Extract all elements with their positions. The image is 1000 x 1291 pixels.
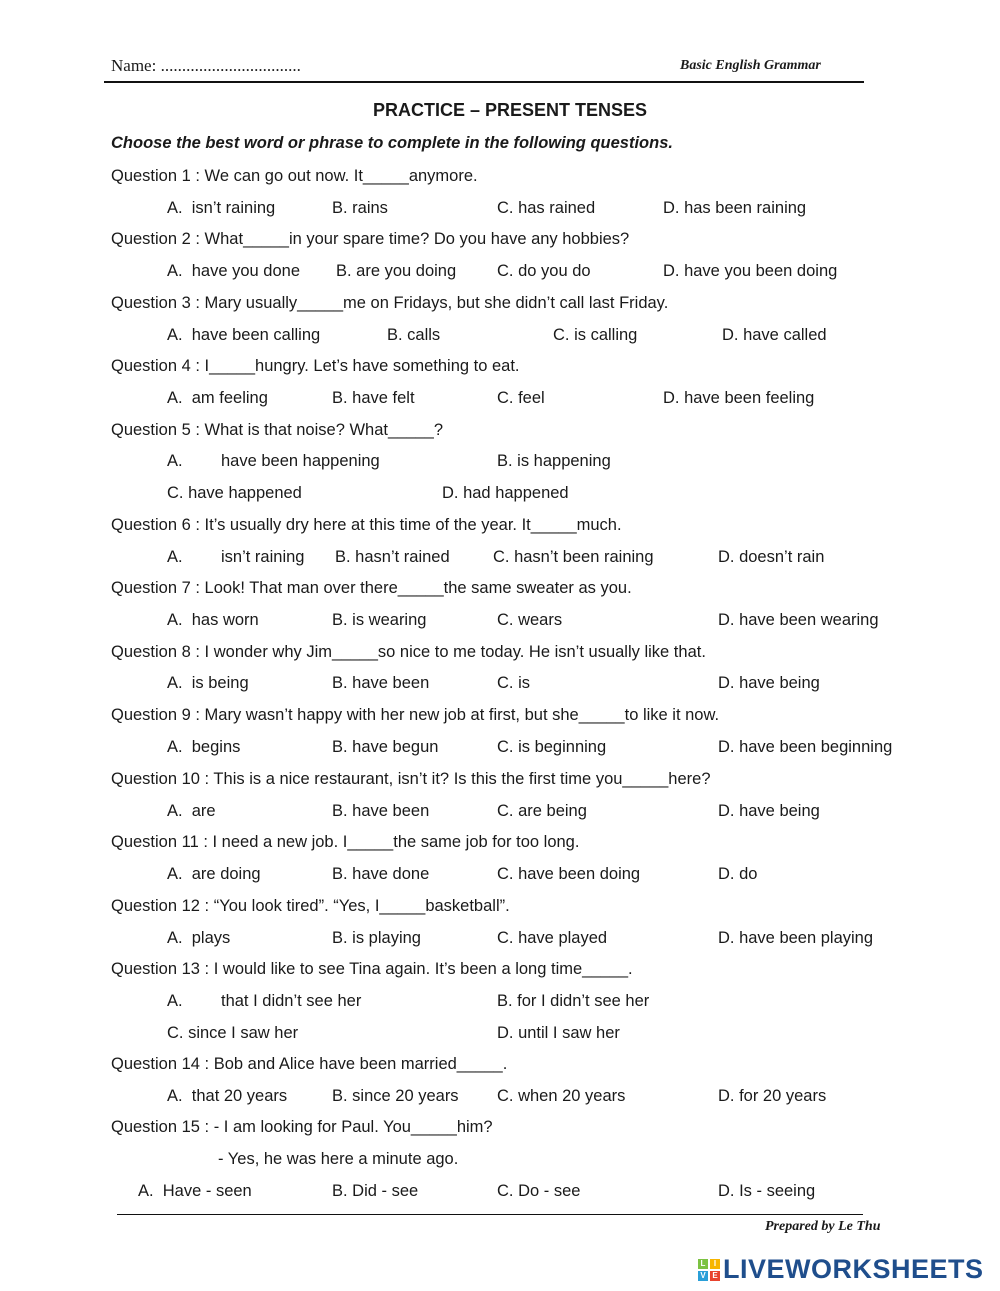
answer-option[interactable]: A. am feeling — [167, 389, 268, 407]
answer-option[interactable]: C. when 20 years — [497, 1087, 626, 1105]
answer-option[interactable]: D. have being — [718, 802, 820, 820]
answer-option[interactable]: A. that 20 years — [167, 1087, 288, 1105]
answer-option[interactable]: A. are doing — [167, 865, 261, 883]
answer-option[interactable]: B. rains — [332, 199, 388, 217]
question-text: Question 13 : I would like to see Tina again. It’s been a long time_____. — [111, 960, 633, 978]
answer-option[interactable]: C. have been doing — [497, 865, 641, 883]
answer-option[interactable]: B. have been — [332, 802, 430, 820]
author-credit: Prepared by Le Thu — [765, 1219, 881, 1234]
answer-option[interactable]: D. have been beginning — [718, 738, 893, 756]
answer-option[interactable]: D. have being — [718, 674, 820, 692]
answer-option[interactable]: D. have called — [722, 326, 827, 344]
logo-tile: E — [710, 1271, 720, 1281]
answer-option[interactable]: C. wears — [497, 611, 563, 629]
question-continuation: - Yes, he was here a minute ago. — [218, 1150, 459, 1168]
question-text: Question 12 : “You look tired”. “Yes, I_____basketball”. — [111, 897, 510, 915]
answer-option[interactable]: A. isn’t raining — [167, 199, 276, 217]
answer-option[interactable]: C. is calling — [553, 326, 638, 344]
answer-option[interactable]: A. are — [167, 802, 216, 820]
name-field-label: Name: ................................. — [111, 56, 301, 75]
answer-option[interactable]: B. have begun — [332, 738, 439, 756]
answer-option[interactable]: C. since I saw her — [167, 1024, 299, 1042]
logo-text: LIVEWORKSHEETS — [723, 1254, 984, 1284]
answer-option[interactable]: C. have played — [497, 929, 608, 947]
logo-tile: I — [710, 1259, 720, 1269]
question-text: Question 5 : What is that noise? What_____? — [111, 421, 444, 439]
answer-option[interactable]: D. for 20 years — [718, 1087, 827, 1105]
answer-option[interactable]: B. since 20 years — [332, 1087, 459, 1105]
answer-option[interactable]: C. has rained — [497, 199, 596, 217]
answer-option[interactable]: B. Did - see — [332, 1182, 419, 1200]
answer-option[interactable]: D. have been wearing — [718, 611, 879, 629]
question-text: Question 11 : I need a new job. I_____the same job for too long. — [111, 833, 580, 851]
answer-option[interactable]: C. are being — [497, 802, 587, 820]
instructions: Choose the best word or phrase to complete in the following questions. — [111, 134, 673, 152]
answer-option[interactable]: B. hasn’t rained — [335, 548, 450, 566]
question-text: Question 10 : This is a nice restaurant, isn’t it? Is this the first time you_____here? — [111, 770, 711, 788]
answer-option[interactable]: C. have happened — [167, 484, 302, 502]
question-text: Question 2 : What_____in your spare time? Do you have any hobbies? — [111, 230, 630, 248]
answer-option[interactable]: A. have you done — [167, 262, 301, 280]
logo-tiles-icon — [698, 1259, 720, 1281]
page-title: PRACTICE – PRESENT TENSES — [372, 100, 648, 120]
question-text: Question 6 : It’s usually dry here at this time of the year. It_____much. — [111, 516, 622, 534]
question-text: Question 14 : Bob and Alice have been married_____. — [111, 1055, 508, 1073]
answer-option[interactable]: A. begins — [167, 738, 241, 756]
answer-option[interactable]: C. is — [497, 674, 530, 692]
answer-option[interactable]: D. have been feeling — [663, 389, 815, 407]
answer-option[interactable]: B. is wearing — [332, 611, 427, 629]
answer-option[interactable]: D. have you been doing — [663, 262, 838, 280]
header-divider — [104, 81, 864, 83]
answer-option[interactable]: B. for I didn’t see her — [497, 992, 650, 1010]
question-text: Question 8 : I wonder why Jim_____so nice to me today. He isn’t usually like that. — [111, 643, 706, 661]
logo-tile: V — [698, 1271, 708, 1281]
answer-option[interactable]: D. has been raining — [663, 199, 807, 217]
answer-option[interactable]: A. isn’t raining — [167, 548, 305, 566]
answer-option[interactable]: D. do — [718, 865, 758, 883]
answer-option[interactable]: D. doesn’t rain — [718, 548, 825, 566]
answer-option[interactable]: C. hasn’t been raining — [493, 548, 654, 566]
answer-option[interactable]: A. is being — [167, 674, 249, 692]
answer-option[interactable]: C. is beginning — [497, 738, 607, 756]
answer-option[interactable]: A. Have - seen — [138, 1182, 252, 1200]
answer-option[interactable]: D. until I saw her — [497, 1024, 620, 1042]
answer-option[interactable]: B. is happening — [497, 452, 611, 470]
answer-option[interactable]: A. that I didn’t see her — [167, 992, 362, 1010]
answer-option[interactable]: D. have been playing — [718, 929, 874, 947]
liveworksheets-logo — [698, 1254, 984, 1285]
answer-option[interactable]: C. do you do — [497, 262, 591, 280]
answer-option[interactable]: B. have done — [332, 865, 430, 883]
answer-option[interactable]: C. Do - see — [497, 1182, 581, 1200]
answer-option[interactable]: C. feel — [497, 389, 545, 407]
answer-option[interactable]: B. are you doing — [336, 262, 457, 280]
question-text: Question 15 : - I am looking for Paul. You_____him? — [111, 1118, 493, 1136]
brand-title: Basic English Grammar — [680, 58, 821, 73]
answer-option[interactable]: A. have been happening — [167, 452, 380, 470]
logo-tile: L — [698, 1259, 708, 1269]
answer-option[interactable]: A. have been calling — [167, 326, 321, 344]
question-text: Question 4 : I_____hungry. Let’s have something to eat. — [111, 357, 520, 375]
answer-option[interactable]: A. has worn — [167, 611, 259, 629]
footer-divider — [117, 1214, 863, 1215]
answer-option[interactable]: B. have felt — [332, 389, 415, 407]
answer-option[interactable]: B. have been — [332, 674, 430, 692]
answer-option[interactable]: B. calls — [387, 326, 441, 344]
answer-option[interactable]: A. plays — [167, 929, 231, 947]
answer-option[interactable]: D. Is - seeing — [718, 1182, 816, 1200]
question-text: Question 9 : Mary wasn’t happy with her new job at first, but she_____to like it now. — [111, 706, 720, 724]
question-text: Question 1 : We can go out now. It_____anymore. — [111, 167, 478, 185]
question-text: Question 7 : Look! That man over there_____the same sweater as you. — [111, 579, 632, 597]
question-text: Question 3 : Mary usually_____me on Fridays, but she didn’t call last Friday. — [111, 294, 669, 312]
answer-option[interactable]: D. had happened — [442, 484, 569, 502]
answer-option[interactable]: B. is playing — [332, 929, 421, 947]
